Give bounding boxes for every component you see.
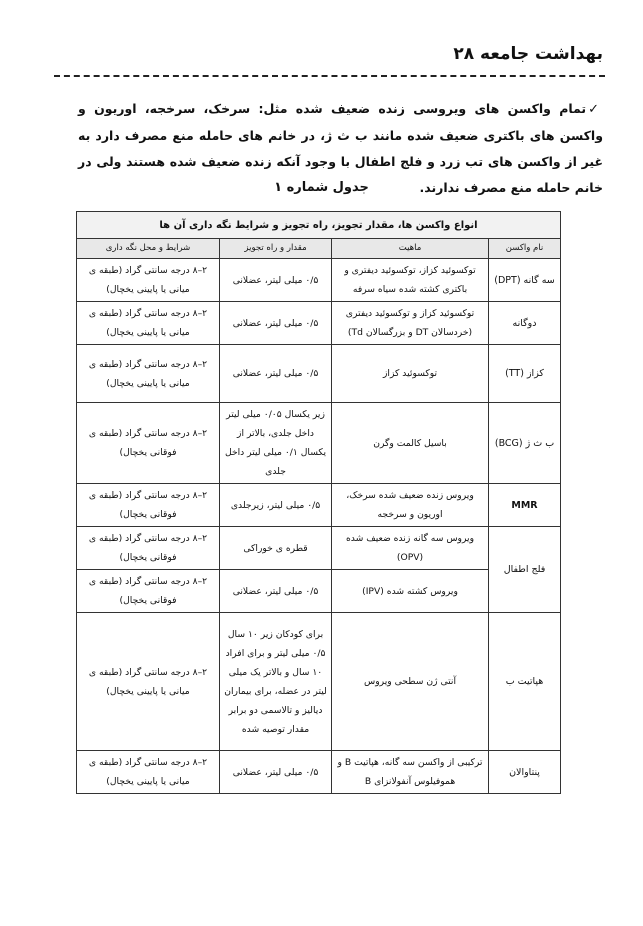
vaccine-storage: ۲–۸ درجه سانتی گراد (طبقه ی فوقانی یخچال) — [77, 570, 220, 613]
vaccine-dose: برای کودکان زیر ۱۰ سال ۰/۵ میلی لیتر و برای افراد ۱۰ سال و بالاتر یک میلی لیتر در عضله، برای بیماران دیالیز و تالاسمی دو برابر مقدار توصیه شده — [220, 613, 332, 751]
vaccine-storage: ۲–۸ درجه سانتی گراد (طبقه ی فوقانی یخچال) — [77, 484, 220, 527]
vaccine-name: MMR — [489, 484, 561, 527]
table-row — [77, 259, 561, 302]
vaccine-storage: ۲–۸ درجه سانتی گراد (طبقه ی میانی یا پایینی یخچال) — [77, 613, 220, 751]
vaccine-nature: ویروس زنده ضعیف شده سرخک، اوریون و سرخجه — [332, 484, 489, 527]
vaccine-dose: ۰/۵ میلی لیتر، عضلانی — [220, 302, 332, 345]
vaccine-name: هپاتیت ب — [489, 613, 561, 751]
vaccine-dose: زیر یکسال ۰/۰۵ میلی لیتر داخل جلدی، بالاتر از یکسال ۰/۱ میلی لیتر داخل جلدی — [220, 403, 332, 484]
intro-text: تمام واکسن های ویروسی زنده ضعیف شده مثل: سرخک، سرخجه، اوریون و واکسن های باکتری ضعیف شده مانند ب ث ژ، در خانم های حامله منع مصرف دارد به غیر از واکسن های تب زرد و فلج اطفال با وجود آنکه زنده ضعیف شده هستند ولی در خانم حامله منع مصرف ندارند. — [78, 101, 603, 195]
vaccine-dose: ۰/۵ میلی لیتر، عضلانی — [220, 751, 332, 794]
table-title-row — [77, 212, 561, 239]
vaccine-nature: ویروس کشته شده (IPV) — [332, 570, 489, 613]
vaccine-dose: ۰/۵ میلی لیتر، عضلانی — [220, 259, 332, 302]
check-mark-icon: ✓ — [588, 102, 603, 117]
vaccine-storage: ۲–۸ درجه سانتی گراد (طبقه ی میانی یا پایینی یخچال) — [77, 345, 220, 403]
vaccine-dose: ۰/۵ میلی لیتر، زیرجلدی — [220, 484, 332, 527]
table-row — [77, 613, 561, 751]
vaccine-name: کزاز (TT) — [489, 345, 561, 403]
vaccine-storage: ۲–۸ درجه سانتی گراد (طبقه ی فوقانی یخچال) — [77, 403, 220, 484]
vaccine-nature: توکسوئید کزاز — [332, 345, 489, 403]
vaccine-nature: باسیل کالمت وگرن — [332, 403, 489, 484]
vaccine-name: دوگانه — [489, 302, 561, 345]
vaccine-storage: ۲–۸ درجه سانتی گراد (طبقه ی میانی یا پایینی یخچال) — [77, 302, 220, 345]
table-header-row — [77, 239, 561, 259]
vaccine-name: فلج اطفال — [489, 527, 561, 613]
vaccine-storage: ۲–۸ درجه سانتی گراد (طبقه ی فوقانی یخچال) — [77, 527, 220, 570]
vaccine-name: ب ث ژ (BCG) — [489, 403, 561, 484]
vaccine-table — [76, 211, 561, 794]
column-header: ماهیت — [332, 239, 489, 259]
vaccine-nature: توکسوئید کزاز، توکسوئید دیفتری و باکتری کشته شده سیاه سرفه — [332, 259, 489, 302]
table-row — [77, 302, 561, 345]
header-dashed-divider — [54, 75, 605, 77]
vaccine-name: پنتاوالان — [489, 751, 561, 794]
vaccine-nature: توکسوئید کزاز و توکسوئید دیفتری (خردسالان DT و بزرگسالان Td) — [332, 302, 489, 345]
table-row — [77, 345, 561, 403]
column-header: شرایط و محل نگه داری — [77, 239, 220, 259]
vaccine-storage: ۲–۸ درجه سانتی گراد (طبقه ی میانی یا پایینی یخچال) — [77, 259, 220, 302]
table-caption: جدول شماره ۱ — [274, 180, 369, 195]
vaccine-dose: ۰/۵ میلی لیتر، عضلانی — [220, 345, 332, 403]
table-row — [77, 403, 561, 484]
vaccine-storage: ۲–۸ درجه سانتی گراد (طبقه ی میانی یا پایینی یخچال) — [77, 751, 220, 794]
column-header: نام واکسن — [489, 239, 561, 259]
page-header-title: بهداشت جامعه ۲۸ — [453, 44, 603, 64]
table-row — [77, 751, 561, 794]
vaccine-nature: ترکیبی از واکسن سه گانه، هپاتیت B و هموفیلوس آنفولانزای B — [332, 751, 489, 794]
vaccine-nature: آنتی ژن سطحی ویروس — [332, 613, 489, 751]
table-row — [77, 570, 561, 613]
table-row — [77, 484, 561, 527]
vaccine-nature: ویروس سه گانه زنده ضعیف شده (OPV) — [332, 527, 489, 570]
table-row — [77, 527, 561, 570]
table-title: انواع واکسن ها، مقدار تجویز، راه تجویز و شرایط نگه داری آن ها — [77, 212, 561, 239]
vaccine-name: سه گانه (DPT) — [489, 259, 561, 302]
vaccine-dose: قطره ی خوراکی — [220, 527, 332, 570]
vaccine-dose: ۰/۵ میلی لیتر، عضلانی — [220, 570, 332, 613]
column-header: مقدار و راه تجویز — [220, 239, 332, 259]
